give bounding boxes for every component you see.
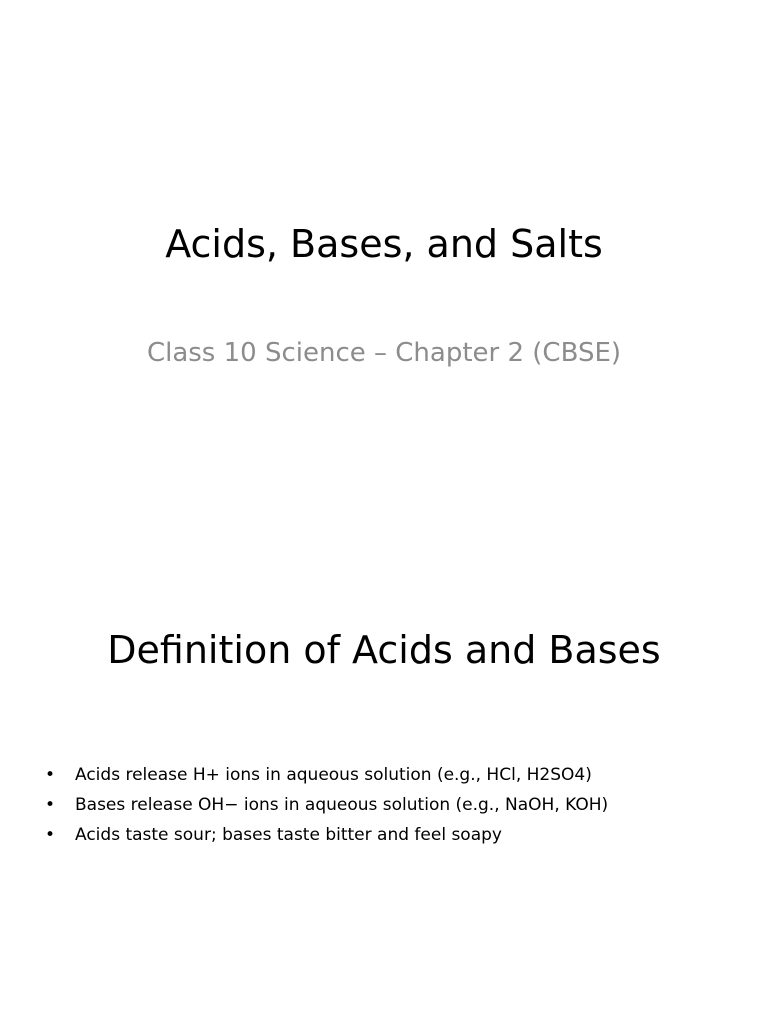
bullet-icon: • bbox=[45, 825, 56, 845]
slide-heading: Definition of Acids and Bases bbox=[107, 628, 661, 672]
bullet-item bbox=[40, 790, 740, 820]
bullet-text: Acids taste sour; bases taste bitter and feel soapy bbox=[75, 825, 502, 845]
deck-title: Acids, Bases, and Salts bbox=[165, 222, 603, 266]
bullet-icon: • bbox=[45, 765, 56, 785]
bullet-item bbox=[40, 760, 740, 790]
bullet-text: Acids release H+ ions in aqueous solution (e.g., HCl, H2SO4) bbox=[75, 765, 592, 785]
bullet-item bbox=[40, 820, 740, 850]
content-slide bbox=[0, 576, 768, 1024]
bullet-text: Bases release OH− ions in aqueous solution (e.g., NaOH, KOH) bbox=[75, 795, 609, 815]
deck-subtitle: Class 10 Science – Chapter 2 (CBSE) bbox=[146, 338, 622, 368]
bullet-list bbox=[40, 760, 740, 850]
bullet-icon: • bbox=[45, 795, 56, 815]
